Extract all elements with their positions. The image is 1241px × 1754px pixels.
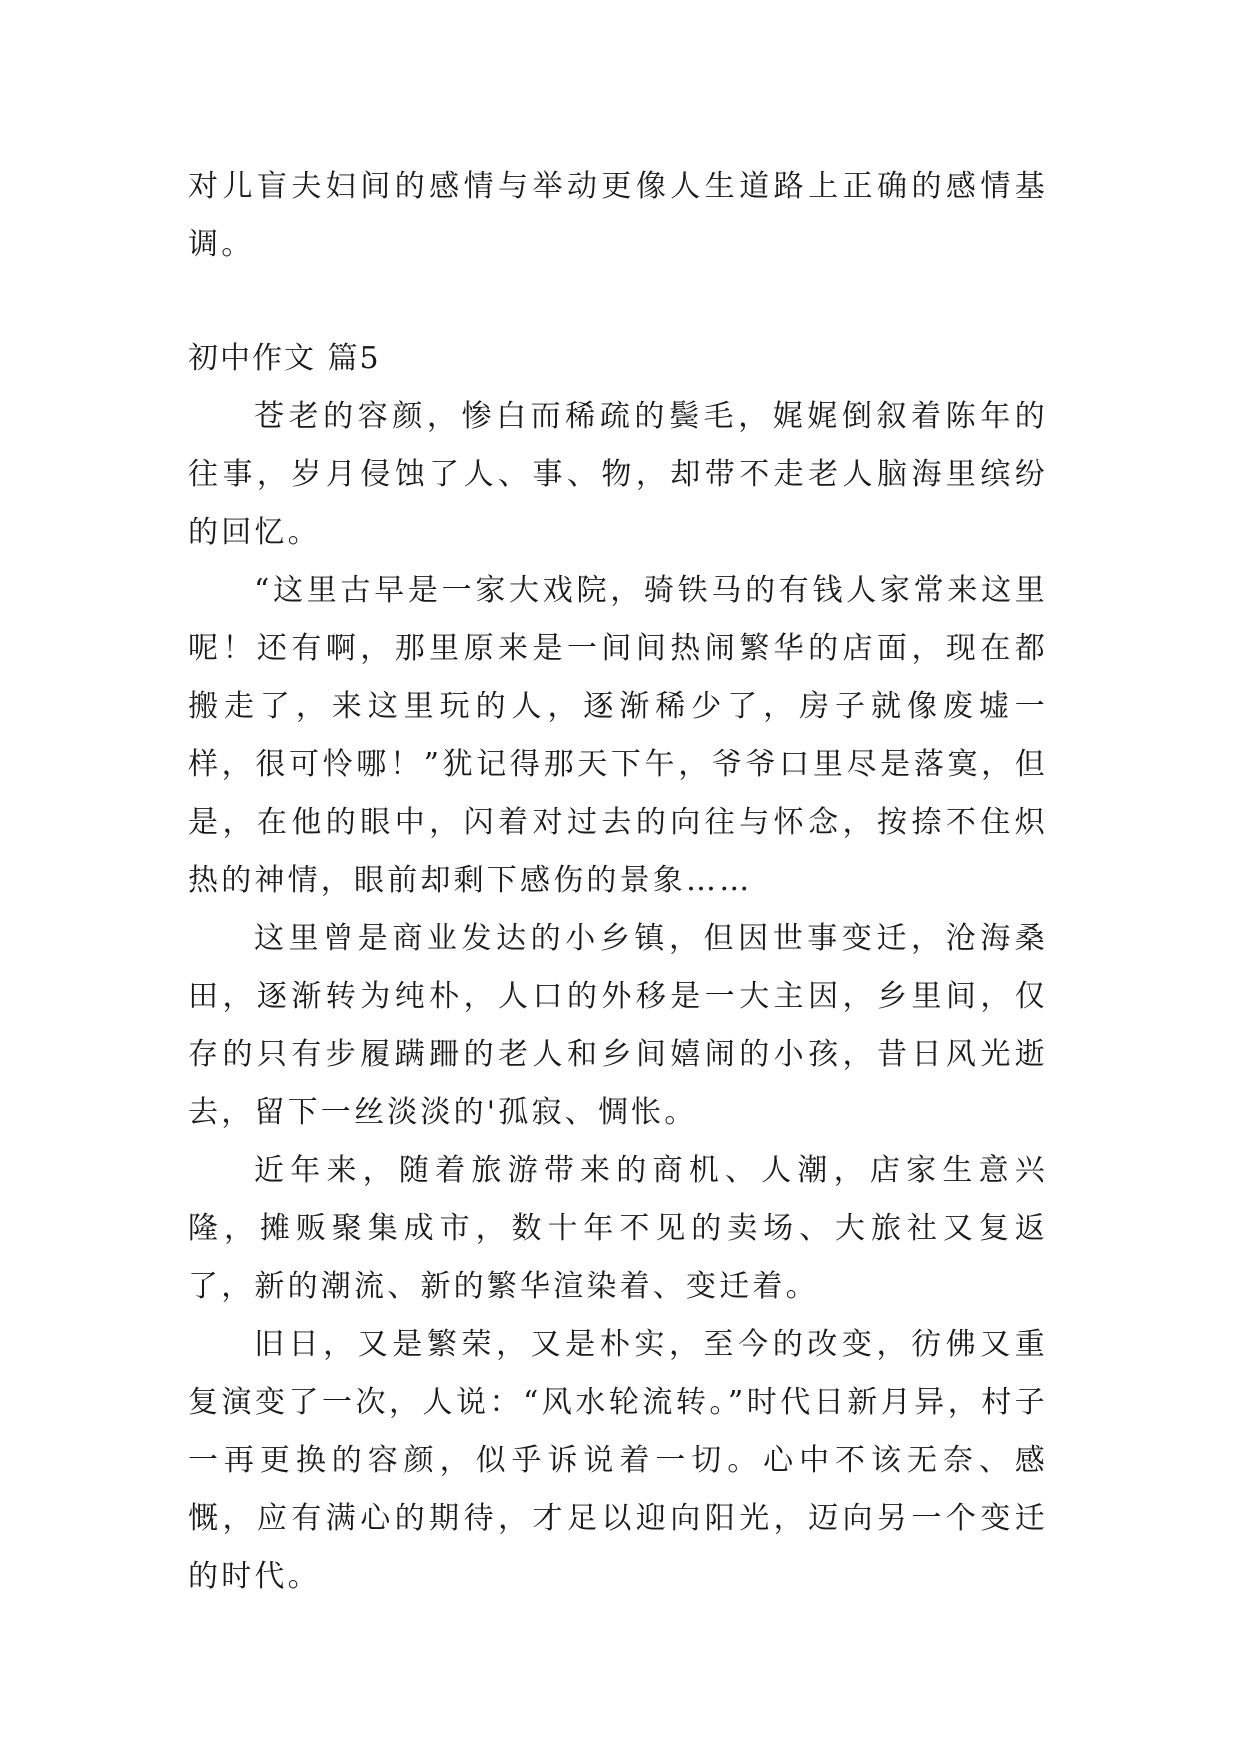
paragraph: “这里古早是一家大戏院，骑铁马的有钱人家常来这里呢！还有啊，那里原来是一间间热闹繁华的店面，现在都搬走了，来这里玩的人，逐渐稀少了，房子就像废墟一样，很可怜哪！”犹记得那天下午，爷爷口里尽是落寞，但是，在他的眼中，闪着对过去的向往与怀念，按捺不住炽热的神情，眼前却剩下感伤的景象…… [188,573,1048,898]
paragraph: 近年来，随着旅游带来的商机、人潮，店家生意兴隆，摊贩聚集成市，数十年不见的卖场、大旅社又复返了，新的潮流、新的繁华渲染着、变迁着。 [188,1153,1048,1304]
paragraph: 旧日，又是繁荣，又是朴实，至今的改变，彷佛又重复演变了一次，人说：“风水轮流转。”时代日新月异，村子一再更换的容颜，似乎诉说着一切。心中不该无奈、感慨，应有满心的期待，才足以迎向阳光，迈向另一个变迁的时代。 [188,1327,1048,1594]
paragraph: 这里曾是商业发达的小乡镇，但因世事变迁，沧海桑田，逐渐转为纯朴，人口的外移是一大主因，乡里间，仅存的只有步履蹒跚的老人和乡间嬉闹的小孩，昔日风光逝去，留下一丝淡淡的'孤寂、惆怅。 [188,921,1048,1130]
section-spacer [188,274,1048,330]
section-heading: 初中作文 篇5 [188,341,381,376]
document-body [188,158,1048,1606]
leading-paragraph: 对儿盲夫妇间的感情与举动更像人生道路上正确的感情基调。 [188,169,1048,262]
paragraph: 苍老的容颜，惨白而稀疏的鬓毛，娓娓倒叙着陈年的往事，岁月侵蚀了人、事、物，却带不走老人脑海里缤纷的回忆。 [188,399,1048,550]
